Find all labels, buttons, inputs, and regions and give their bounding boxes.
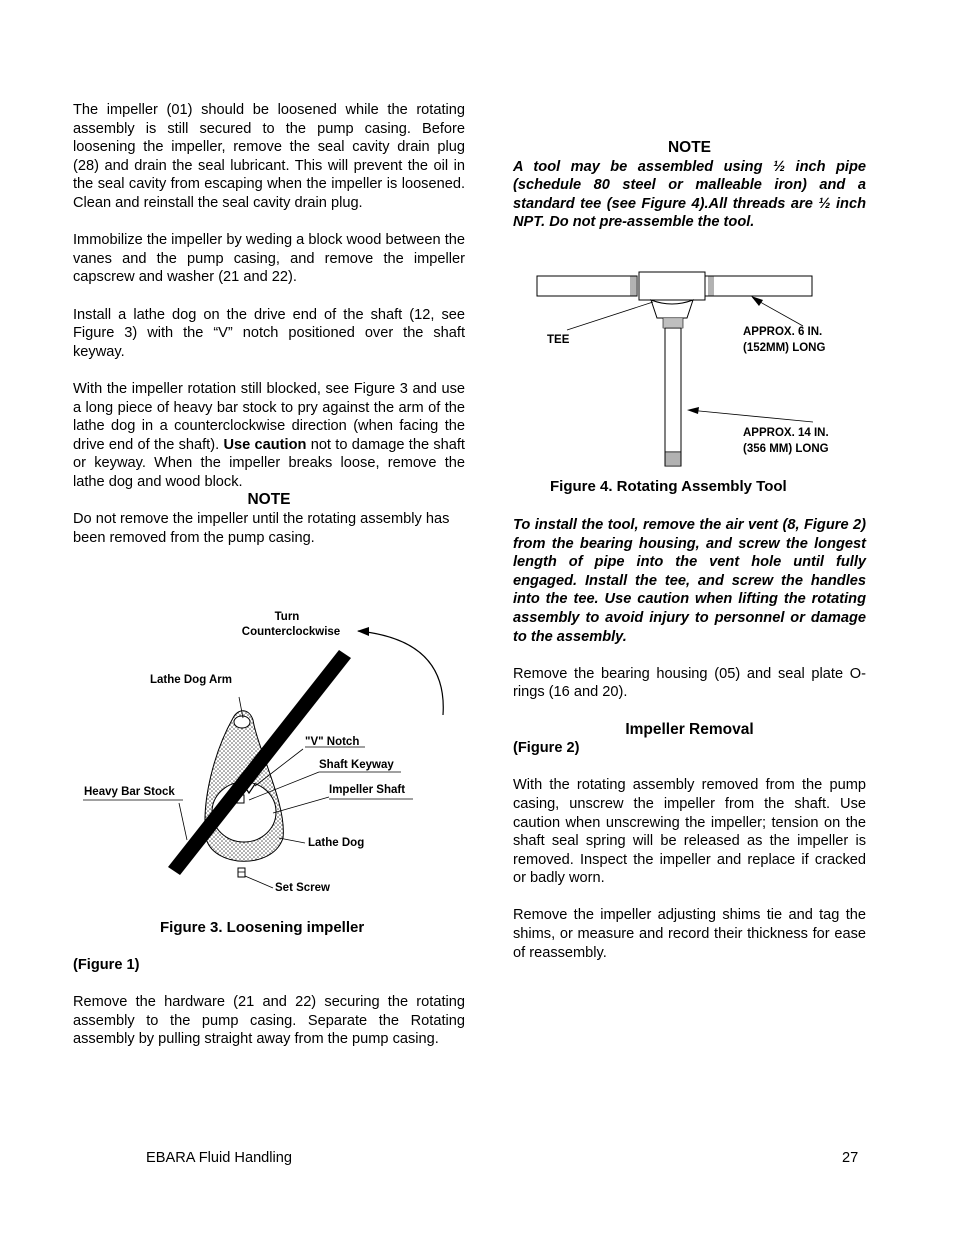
turn-label: Turn xyxy=(274,611,300,623)
pry-text-before: With the impeller rotation still blocked, see Figure 3 and use a long piece of heavy bar stock to pry against the arm of the lathe dog in a counterclockwise direction (when facing the drive end of the shaft). xyxy=(73,380,465,453)
tee-fitting xyxy=(639,272,705,300)
approx-6-arrowhead-icon xyxy=(751,296,763,306)
tee-skirt xyxy=(651,300,693,318)
left-handle-pipe xyxy=(537,276,637,296)
approx-14-label-line2: (356 MM) LONG xyxy=(743,443,829,455)
counterclockwise-label: Counterclockwise xyxy=(241,626,341,638)
paragraph-remove-shims: Remove the impeller adjusting shims tie and tag the shims, or measure and record their thickness for ease of reassembly. xyxy=(513,907,866,961)
set-screw-label: Set Screw xyxy=(275,882,330,894)
lathe-dog-arm-label: Lathe Dog Arm xyxy=(150,674,232,686)
impeller-shaft-label: Impeller Shaft xyxy=(329,784,406,796)
paragraph-loosen-impeller: The impeller (01) should be loosened while the rotating assembly is still secured to the pump casing. Before loosening the impeller, remove the seal cavity drain plug (28) and drain the seal lubricant. This will prevent the oil in the seal cavity from escaping when the impeller is loosened. Clean and reinstall the seal cavity drain plug. xyxy=(73,102,465,211)
paragraph-remove-bearing-housing: Remove the bearing housing (05) and seal plate O-rings (16 and 20). xyxy=(513,665,866,701)
lathe-dog-arm-tip xyxy=(234,716,250,728)
note-heading-right: NOTE xyxy=(667,139,712,156)
use-caution-bold: Use caution xyxy=(223,436,307,453)
lathe-dog-label: Lathe Dog xyxy=(308,837,365,849)
paragraph-remove-hardware: Remove the hardware (21 and 22) securing the rotating assembly to the pump casing. Separate the Rotating assembly by pulling straight away from the pump casing. xyxy=(73,994,465,1048)
paragraph-unscrew-impeller: With the rotating assembly removed from the pump casing, unscrew the impeller from the shaft. Use caution when unscrewing the impeller; tension on the shaft seal spring will be released as the impeller is removed. Inspect the impeller and replace if cracked or badly worn. xyxy=(513,777,866,887)
footer-page-number: 27 xyxy=(842,1150,859,1166)
approx-6-label-line2: (152MM) LONG xyxy=(743,342,826,354)
paragraph-install-lathe-dog: Install a lathe dog on the drive end of the shaft (12, see Figure 3) with the “V” notch positioned over the shaft keyway. xyxy=(73,306,465,360)
paragraph-immobilize-impeller: Immobilize the impeller by weding a block wood between the vanes and the pump casing, and remove the impeller capscrew and washer (21 and 22). xyxy=(73,232,465,286)
note-text-left: Do not remove the impeller until the rotating assembly has been removed from the pump casing. xyxy=(73,511,450,546)
approx-14-arrowhead-icon xyxy=(687,407,699,414)
rotation-arc xyxy=(358,631,443,715)
install-tool-instructions: To install the tool, remove the air vent (8, Figure 2) from the bearing housing, and screw the longest length of pipe into the vent hole until fully engaged. Install the tee, and screw the handles into the tee. Use caution when lifting the rotating assembly to avoid injury to personnel or damage to the assembly. xyxy=(513,517,866,645)
impeller-removal-heading: Impeller Removal xyxy=(625,720,754,738)
right-column-top xyxy=(513,139,866,232)
figure-2-reference: (Figure 2) xyxy=(513,740,580,757)
footer-company: EBARA Fluid Handling xyxy=(146,1150,293,1166)
set-screw xyxy=(238,868,245,877)
heavy-bar-stock-label: Heavy Bar Stock xyxy=(84,786,175,798)
figure-3-loosening-impeller xyxy=(73,600,465,900)
approx-14-label-line1: APPROX. 14 IN. xyxy=(743,427,829,439)
figure-3-caption: Figure 3. Loosening impeller xyxy=(160,919,365,936)
note-text-right: A tool may be assembled using ½ inch pipe (schedule 80 steel or malleable iron) and a standard tee (see Figure 4).All threads are ½ inch NPT. Do not pre-assemble the tool. xyxy=(513,158,866,231)
right-handle-pipe xyxy=(705,276,812,296)
long-pipe xyxy=(665,328,681,452)
figure-4-rotating-assembly-tool xyxy=(513,262,866,472)
shaft-keyway-label: Shaft Keyway xyxy=(319,759,394,771)
note-heading-left: NOTE xyxy=(247,491,291,509)
right-column-bottom xyxy=(513,516,866,962)
tee-label: TEE xyxy=(547,334,570,346)
pry-text-after: not to damage the shaft or keyway. When the impeller breaks loose, remove the lathe dog and wood block. xyxy=(73,436,465,490)
approx-6-label-line1: APPROX. 6 IN. xyxy=(743,326,823,338)
left-column xyxy=(73,101,465,547)
figure-1-reference: (Figure 1) xyxy=(73,957,140,973)
paragraph-pry-bar xyxy=(73,380,465,492)
rotation-arrowhead-icon xyxy=(357,627,369,636)
figure-4-caption: Figure 4. Rotating Assembly Tool xyxy=(550,478,787,495)
left-column-bottom xyxy=(73,956,465,1049)
v-notch-label: "V" Notch xyxy=(305,736,360,748)
